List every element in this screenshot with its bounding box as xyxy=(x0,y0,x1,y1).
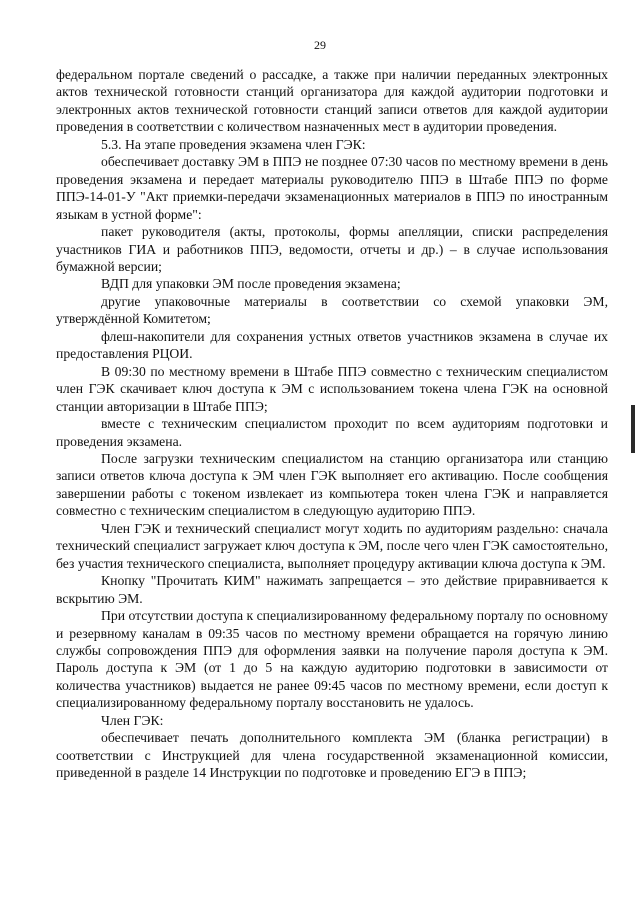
paragraph: федеральном портале сведений о рассадке, а также при наличии переданных электронных актов технической готовности станций организатора для каждой аудитории подготовки и электронных актов технической готовности станций записи ответов для каждой аудитории проведения в соответствии с количеством назначенных мест в аудитории проведения. xyxy=(56,67,608,135)
section-heading: 5.3. На этапе проведения экзамена член ГЭК: xyxy=(101,136,366,152)
paragraph: обеспечивает доставку ЭМ в ППЭ не позднее 07:30 часов по местному времени в день проведения экзамена и передает материалы руководителю ППЭ в Штабе ППЭ по форме ППЭ-14-01-У "Акт приемки-передачи экзаменационных материалов в ППЭ по иностранным языкам в устной форме": xyxy=(56,154,608,222)
paragraph: другие упаковочные материалы в соответствии со схемой упаковки ЭМ, утверждённой Комитетом; xyxy=(56,293,608,327)
paragraph: Член ГЭК и технический специалист могут ходить по аудиториям раздельно: сначала технический специалист загружает ключ доступа к ЭМ, после чего член ГЭК самостоятельно, без участия технического специалиста, выполняет процедуру активации ключа доступа к ЭМ. xyxy=(56,520,608,571)
document-body xyxy=(56,66,608,782)
paragraph: пакет руководителя (акты, протоколы, формы апелляции, списки распределения участников ГИА и работников ППЭ, ведомости, отчеты и др.) – в случае использования бумажной версии; xyxy=(56,224,608,274)
page-number: 29 xyxy=(314,38,326,52)
paragraph: ВДП для упаковки ЭМ после проведения экзамена; xyxy=(101,276,401,292)
paragraph: вместе с техническим специалистом проходит по всем аудиториям подготовки и проведения экзамена. xyxy=(56,416,608,449)
paragraph: обеспечивает печать дополнительного комплекта ЭМ (бланка регистрации) в соответствии с Инструкцией для члена государственной экзаменационной комиссии, приведенной в разделе 14 Инструкции по подготовке и проведению ЕГЭ в ППЭ; xyxy=(56,730,608,781)
paragraph: В 09:30 по местному времени в Штабе ППЭ совместно с техническим специалистом член ГЭК скачивает ключ доступа к ЭМ с использованием токена члена ГЭК на основной станции авторизации в Штабе ППЭ; xyxy=(56,363,608,414)
paragraph: При отсутствии доступа к специализированному федеральному порталу по основному и резервному каналам в 09:35 часов по местному времени обращается на горячую линию службы сопровождения ППЭ для оформления заявки на получение пароля доступа к ЭМ. Пароль доступа к ЭМ (от 1 до 5 на каждую аудиторию подготовки в зависимости от количества участников) выдается не ранее 09:45 часов по местному времени, если доступ к специализированному федеральному порталу восстановить не удалось. xyxy=(56,608,608,711)
scan-edge-mark xyxy=(631,405,635,453)
paragraph: Член ГЭК: xyxy=(101,712,164,728)
paragraph: Кнопку "Прочитать КИМ" нажимать запрещается – это действие приравнивается к вскрытию ЭМ. xyxy=(56,573,608,606)
paragraph: После загрузки техническим специалистом на станцию организатора или станцию записи ответов ключа доступа к ЭМ член ГЭК выполняет его активацию. После сообщения завершении работы с токеном извлекает из компьютера токен члена ГЭК и направляется совместно с техническим специалистом в следующую аудиторию ППЭ. xyxy=(56,450,608,519)
paragraph: флеш-накопители для сохранения устных ответов участников экзамена в случае их предоставления РЦОИ. xyxy=(56,328,608,362)
